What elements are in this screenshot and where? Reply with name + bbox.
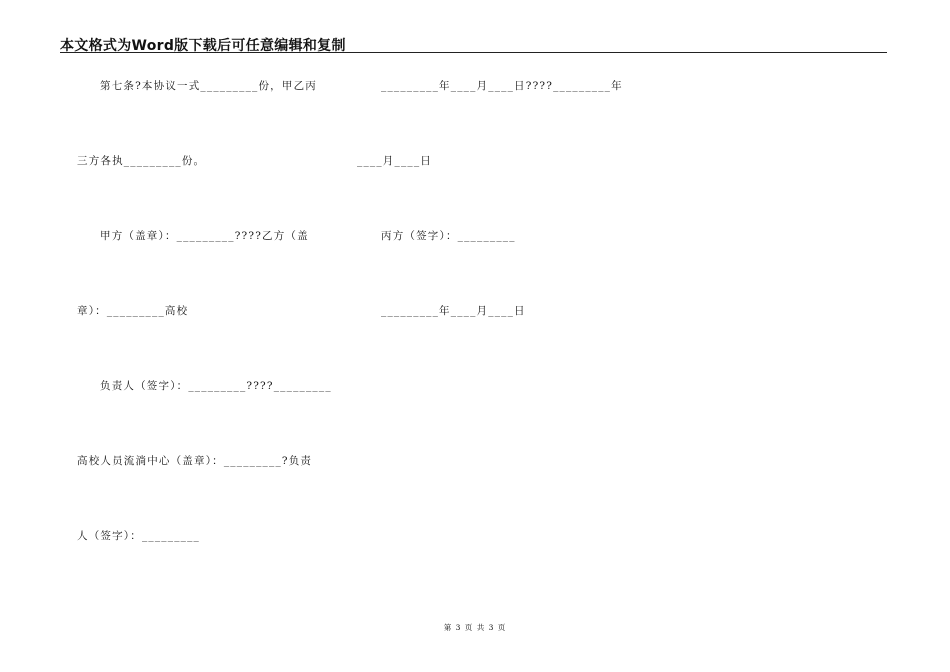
date-line-1: _________年____月____日????_________年 [381, 80, 623, 92]
date-line-2: ____月____日 [357, 155, 432, 167]
header-divider [60, 52, 887, 53]
responsible-person-signature-line: 负责人（签字）：_________????_________ [100, 380, 332, 392]
party-a-signature-line: 甲方（盖章）：_________????乙方（盖 [100, 230, 309, 242]
party-c-signature-line: 丙方（签字）：_________ [381, 230, 516, 242]
document-header-title: 本文格式为Word版下载后可任意编辑和复制 [60, 38, 346, 54]
center-responsible-signature-line: 人（签字）：_________ [77, 530, 200, 542]
party-b-signature-line: 章）：_________高校 [77, 305, 189, 317]
date-line-3: _________年____月____日 [381, 305, 526, 317]
clause-seven-line-2: 三方各执_________份。 [77, 155, 206, 167]
clause-seven-line-1: 第七条?本协议一式_________份，甲乙丙 [100, 80, 317, 92]
mobility-center-signature-line: 高校人员流淌中心（盖章）：_________?负责 [77, 455, 313, 467]
page-number-footer: 第 3 页 共 3 页 [443, 623, 507, 632]
